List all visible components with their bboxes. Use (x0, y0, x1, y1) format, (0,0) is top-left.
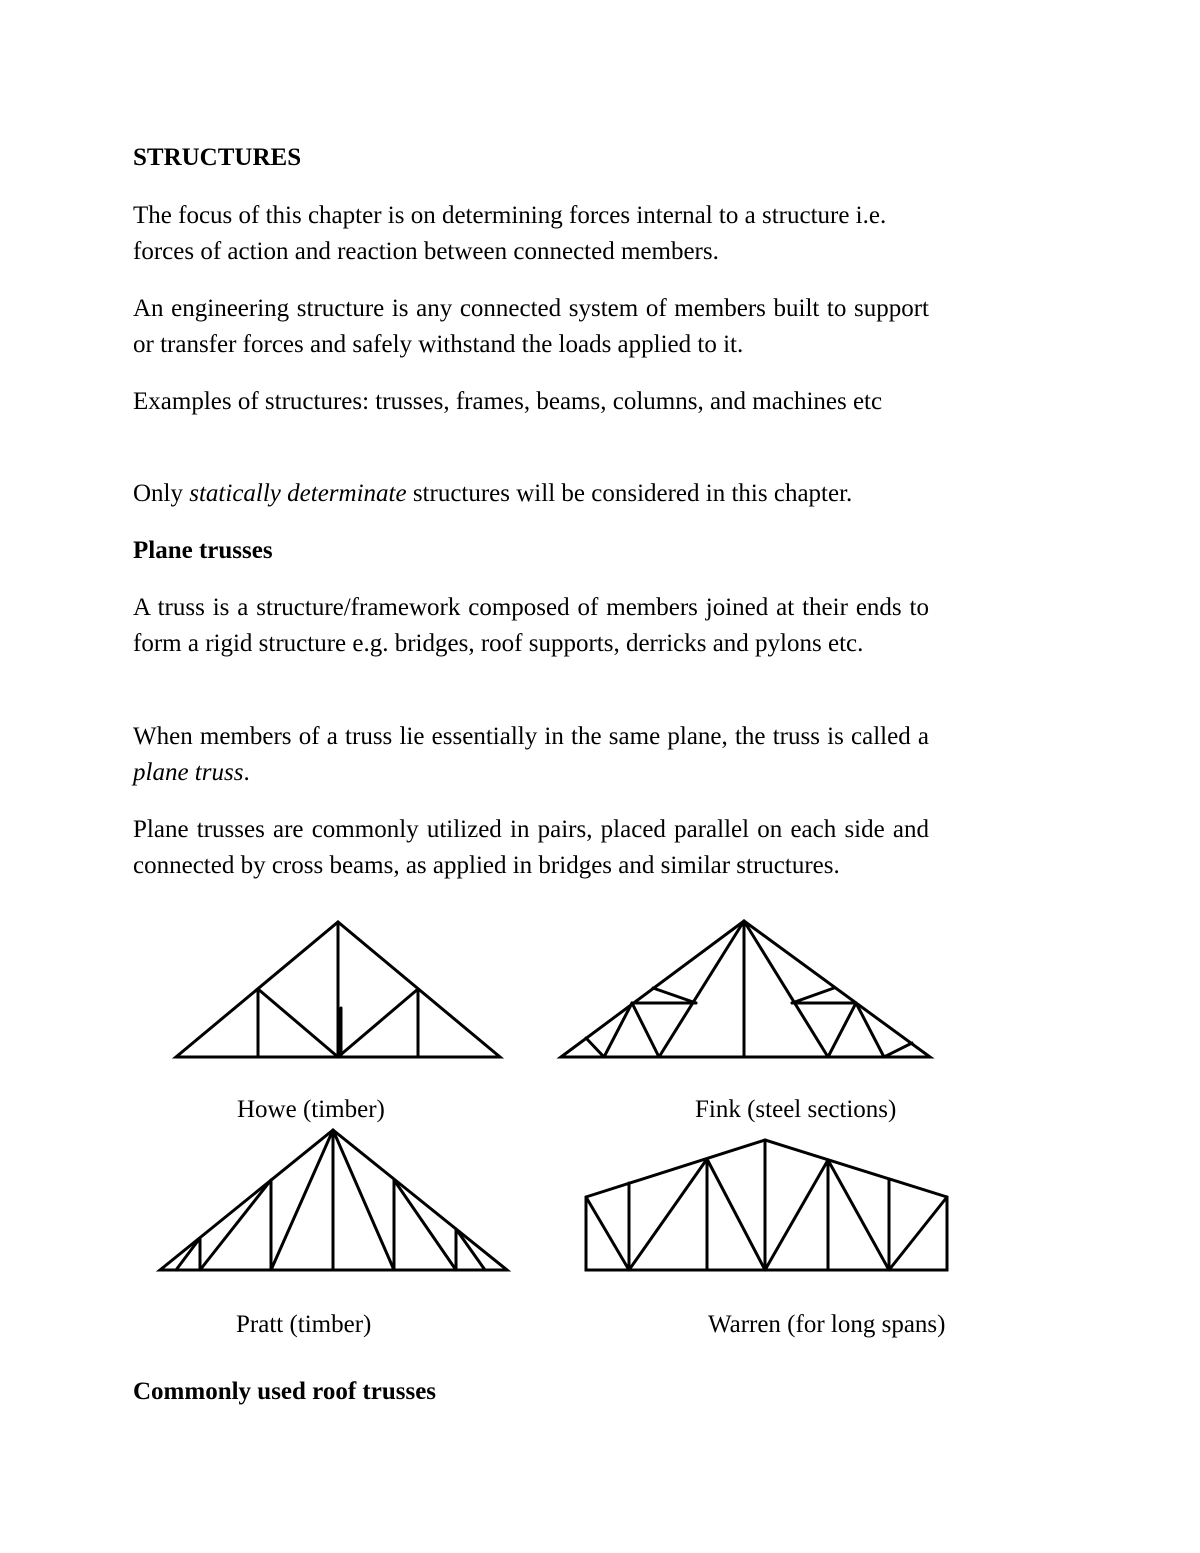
truss-definition-paragraph: A truss is a structure/framework composed of members joined at their ends to form a rigid structure e.g. bridges, roof supports, derricks and pylons etc. (133, 594, 929, 657)
intro-paragraph: The focus of this chapter is on determining forces internal to a structure i.e. forces of action and reaction between connected members. (133, 202, 887, 265)
plane-truss-text-after: . (243, 759, 250, 786)
scope-text-after: structures will be considered in this chapter. (406, 480, 853, 507)
fink-caption: Fink (steel sections) (695, 1096, 897, 1123)
section-heading-roof-trusses: Commonly used roof trusses (133, 1378, 437, 1405)
howe-caption: Howe (timber) (237, 1096, 385, 1123)
page-title: STRUCTURES (133, 144, 302, 171)
section-heading-plane-trusses: Plane trusses (133, 537, 273, 564)
plane-truss-emphasis: plane truss (133, 759, 244, 786)
pairs-paragraph: Plane trusses are commonly utilized in pairs, placed parallel on each side and connected by cross beams, as applied in bridges and similar structures. (133, 816, 929, 879)
scope-text-before: Only (133, 480, 190, 507)
definition-paragraph: An engineering structure is any connected system of members built to support or transfer forces and safely withstand the loads applied to it. (133, 295, 929, 358)
pratt-caption: Pratt (timber) (236, 1311, 372, 1338)
warren-truss-members (586, 1140, 947, 1270)
examples-paragraph: Examples of structures: trusses, frames, beams, columns, and machines etc (133, 388, 883, 415)
scope-emphasis: statically determinate (189, 480, 407, 507)
warren-caption: Warren (for long spans) (708, 1311, 946, 1338)
plane-truss-text-before: When members of a truss lie essentially in the same plane, the truss is called a (133, 723, 929, 750)
